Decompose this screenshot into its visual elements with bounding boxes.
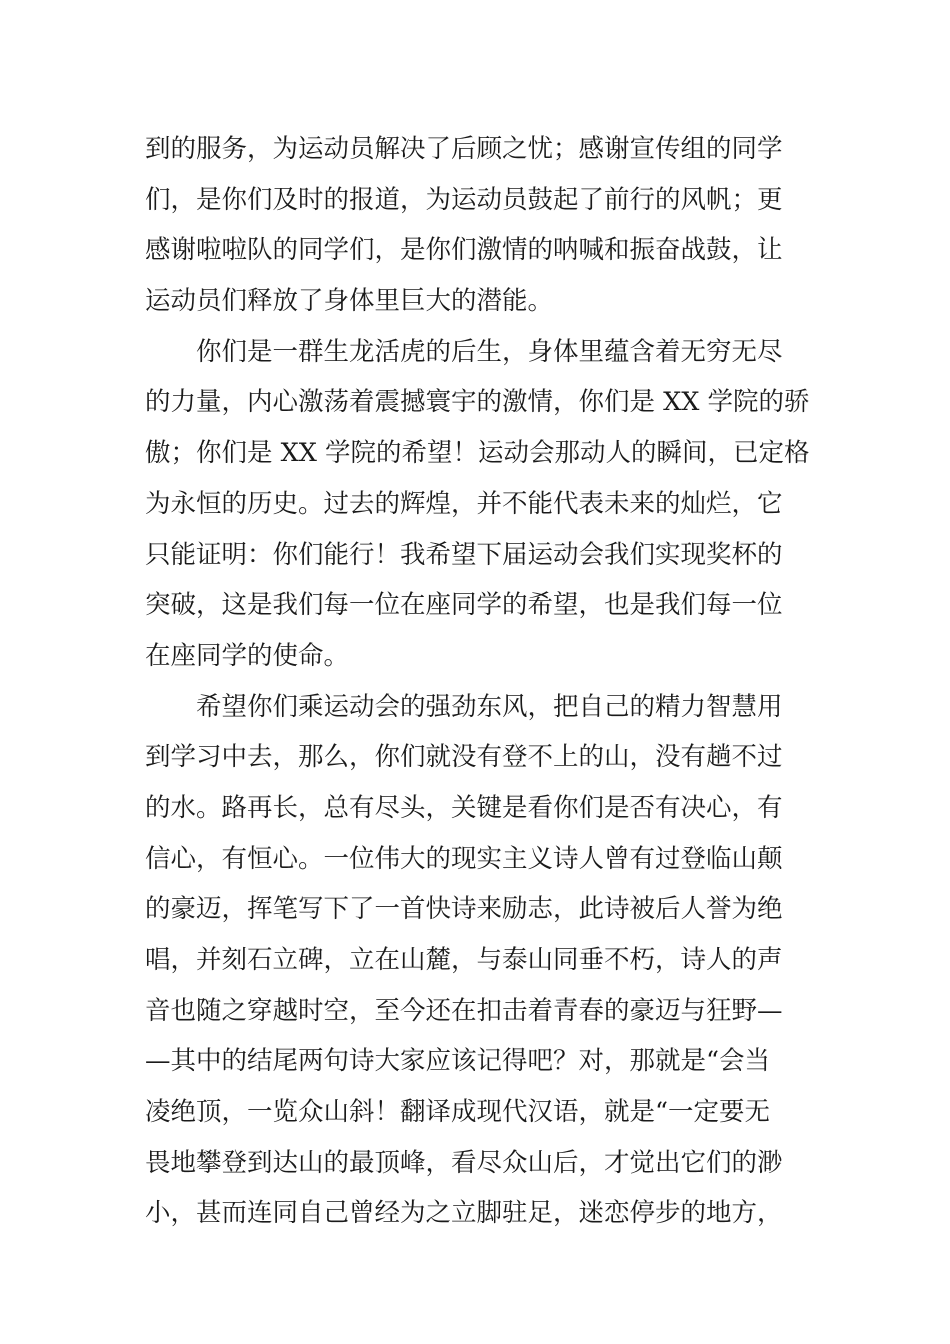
text-line: 唱，并刻石立碑，立在山麓，与泰山同垂不朽，诗人的声 <box>145 945 783 975</box>
text-line: 为永恒的历史。过去的辉煌，并不能代表未来的灿烂，它 <box>145 488 783 519</box>
text-line: 们，是你们及时的报道，为运动员鼓起了前行的风帆；更 <box>145 184 783 215</box>
text-line: 小，甚而连同自己曾经为之立脚驻足，迷恋停步的地方， <box>145 1198 783 1229</box>
text-line: —其中的结尾两句诗大家应该记得吧？对，那就是“会当 <box>145 1046 771 1077</box>
text-line: 突破，这是我们每一位在座同学的希望，也是我们每一位 <box>145 590 783 621</box>
text-line: 的豪迈，挥笔写下了一首快诗来励志，此诗被后人誉为绝 <box>145 894 783 925</box>
text-line: 希望你们乘运动会的强劲东风，把自己的精力智慧用 <box>145 691 783 722</box>
text-line: 只能证明：你们能行！我希望下届运动会我们实现奖杯的 <box>145 539 783 570</box>
text-line: 信心，有恒心。一位伟大的现实主义诗人曾有过登临山颠 <box>145 843 783 874</box>
text-line: 畏地攀登到达山的最顶峰，看尽众山后，才觉出它们的渺 <box>145 1147 783 1178</box>
body-text <box>145 124 810 1239</box>
text-line: 到的服务，为运动员解决了后顾之忧；感谢宣传组的同学 <box>145 134 783 164</box>
text-line: 音也随之穿越时空，至今还在扣击着青春的豪迈与狂野— <box>145 995 783 1026</box>
text-line: 傲；你们是 XX 学院的希望！运动会那动人的瞬间，已定格 <box>145 438 810 469</box>
text-line: 在座同学的使命。 <box>145 640 350 671</box>
text-line: 到学习中去，那么，你们就没有登不上的山，没有趟不过 <box>145 742 783 773</box>
text-line: 的水。路再长，总有尽头，关键是看你们是否有决心，有 <box>145 792 783 823</box>
text-line: 感谢啦啦队的同学们，是你们激情的呐喊和振奋战鼓，让 <box>145 235 783 266</box>
text-line: 的力量，内心激荡着震撼寰宇的激情，你们是 XX 学院的骄 <box>145 387 810 418</box>
text-line: 运动员们释放了身体里巨大的潜能。 <box>145 286 554 317</box>
text-line: 凌绝顶，一览众山斜！翻译成现代汉语，就是“一定要无 <box>145 1097 771 1128</box>
text-line: 你们是一群生龙活虎的后生，身体里蕴含着无穷无尽 <box>145 336 783 367</box>
